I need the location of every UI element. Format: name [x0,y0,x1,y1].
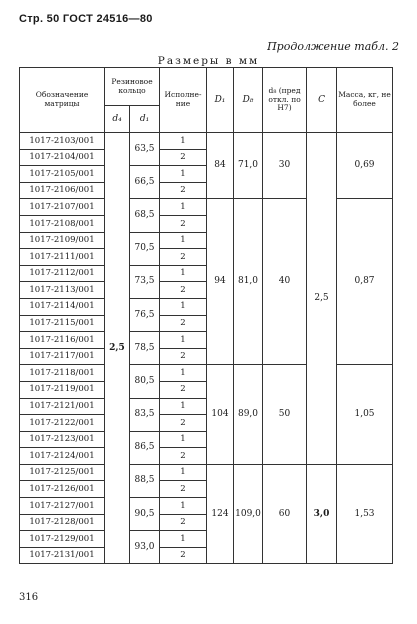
table-row-code: 1017-2119/001 [20,381,105,398]
D8-cell: 71,0 [234,133,263,199]
mass-cell: 0,87 [337,199,393,365]
table-row-code: 1017-2131/001 [20,547,105,564]
table-row-code: 1017-2118/001 [20,365,105,382]
execution-cell: 1 [160,199,207,216]
d1-cell: 66,5 [130,166,160,199]
d8-cell: 60 [263,464,307,564]
d1-cell: 78,5 [130,332,160,365]
execution-cell: 2 [160,448,207,465]
table-row-code: 1017-2103/001 [20,133,105,150]
d1-cell: 80,5 [130,365,160,398]
col-ring: Резиновое кольцо [105,68,160,106]
mass-cell: 1,05 [337,365,393,465]
mass-cell: 1,53 [337,464,393,564]
table-row-code: 1017-2129/001 [20,531,105,548]
table-row-code: 1017-2109/001 [20,232,105,249]
d1-cell: 83,5 [130,398,160,431]
execution-cell: 2 [160,514,207,531]
D1-cell: 84 [207,133,234,199]
execution-cell: 1 [160,133,207,150]
table-row-code: 1017-2112/001 [20,265,105,282]
table-row-code: 1017-2107/001 [20,199,105,216]
execution-cell: 1 [160,332,207,349]
table-continuation: Продолжение табл. 2 [267,40,399,53]
execution-cell: 1 [160,431,207,448]
d1-cell: 93,0 [130,531,160,564]
table-row-code: 1017-2108/001 [20,215,105,232]
D8-cell: 81,0 [234,199,263,365]
execution-cell: 1 [160,365,207,382]
d1-cell: 68,5 [130,199,160,232]
table-row-code: 1017-2104/001 [20,149,105,166]
sizes-caption: Размеры в мм [157,55,260,67]
execution-cell: 2 [160,415,207,432]
d8-cell: 30 [263,133,307,199]
execution-cell: 1 [160,166,207,183]
d1-cell: 76,5 [130,298,160,331]
table-row-code: 1017-2114/001 [20,298,105,315]
dimensions-table [19,67,393,564]
execution-cell: 2 [160,282,207,299]
col-d8: d₈ (пред откл. по Н7) [263,68,307,133]
table-row-code: 1017-2106/001 [20,182,105,199]
table-row-code: 1017-2116/001 [20,332,105,349]
col-d4: d₄ [105,106,130,133]
table-row-code: 1017-2128/001 [20,514,105,531]
execution-cell: 1 [160,498,207,515]
table-row-code: 1017-2125/001 [20,464,105,481]
D1-cell: 94 [207,199,234,365]
C-cell: 3,0 [307,464,337,564]
execution-cell: 2 [160,481,207,498]
execution-cell: 1 [160,265,207,282]
page-number: 316 [19,592,39,603]
execution-cell: 2 [160,182,207,199]
execution-cell: 1 [160,398,207,415]
execution-cell: 2 [160,547,207,564]
table-row-code: 1017-2122/001 [20,415,105,432]
col-d1: d₁ [130,106,160,133]
page-header: Стр. 50 ГОСТ 24516—80 [19,13,153,25]
table-row-code: 1017-2127/001 [20,498,105,515]
d1-cell: 63,5 [130,133,160,166]
execution-cell: 2 [160,215,207,232]
D8-cell: 89,0 [234,365,263,465]
table-row-code: 1017-2117/001 [20,348,105,365]
execution-cell: 2 [160,149,207,166]
d8-cell: 40 [263,199,307,365]
execution-cell: 1 [160,232,207,249]
col-mass: Масса, кг, не более [337,68,393,133]
table-row-code: 1017-2113/001 [20,282,105,299]
execution-cell: 1 [160,531,207,548]
execution-cell: 2 [160,348,207,365]
D1-cell: 104 [207,365,234,465]
execution-cell: 1 [160,298,207,315]
col-execution: Исполне-ние [160,68,207,133]
D8-cell: 109,0 [234,464,263,564]
execution-cell: 2 [160,315,207,332]
table-row-code: 1017-2126/001 [20,481,105,498]
d1-cell: 90,5 [130,498,160,531]
table-row-code: 1017-2121/001 [20,398,105,415]
d4-cell: 2,5 [105,133,130,564]
table-row-code: 1017-2124/001 [20,448,105,465]
D1-cell: 124 [207,464,234,564]
C-cell: 2,5 [307,133,337,465]
col-C: C [307,68,337,133]
d1-cell: 73,5 [130,265,160,298]
table-row-code: 1017-2105/001 [20,166,105,183]
d1-cell: 70,5 [130,232,160,265]
col-D8: D₈ [234,68,263,133]
table-row-code: 1017-2115/001 [20,315,105,332]
col-designation: Обозначение матрицы [20,68,105,133]
d8-cell: 50 [263,365,307,465]
execution-cell: 2 [160,249,207,266]
d1-cell: 88,5 [130,464,160,497]
mass-cell: 0,69 [337,133,393,199]
table-row-code: 1017-2111/001 [20,249,105,266]
execution-cell: 1 [160,464,207,481]
d1-cell: 86,5 [130,431,160,464]
execution-cell: 2 [160,381,207,398]
table-row-code: 1017-2123/001 [20,431,105,448]
col-D1: D₁ [207,68,234,133]
